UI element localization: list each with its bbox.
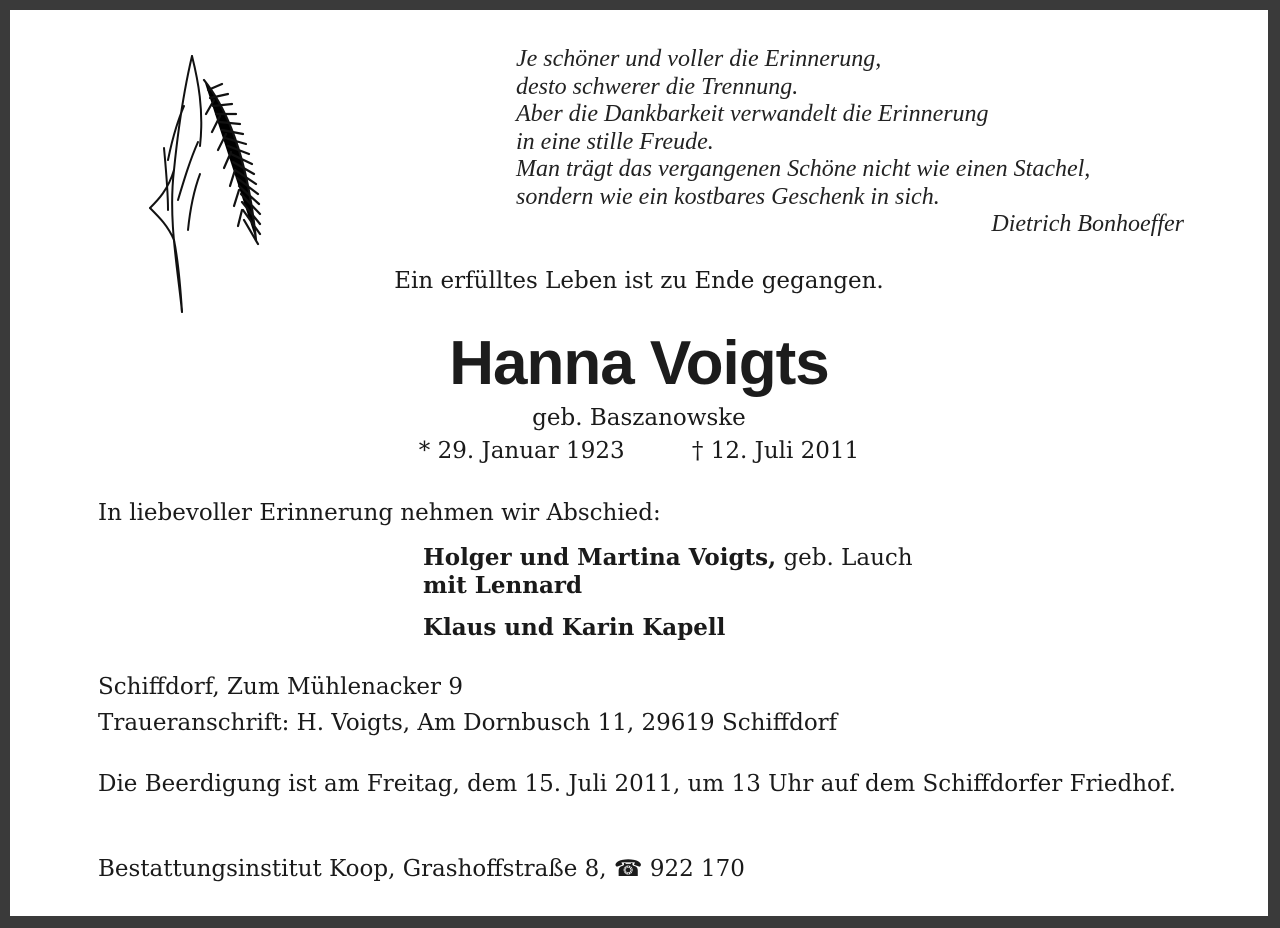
farewell-text: In liebevoller Erinnerung nehmen wir Abschied:: [98, 500, 661, 526]
quote-line: Je schöner und voller die Erinnerung,: [516, 46, 882, 72]
mourner-nee: geb. Lauch: [776, 545, 913, 571]
quote-line: in eine stille Freude.: [516, 128, 714, 155]
life-dates: [10, 438, 1268, 464]
mourner-names: Holger und Martina Voigts,: [423, 544, 777, 571]
maiden-name: geb. Baszanowske: [532, 405, 746, 431]
mourner-child: mit Lennard: [423, 572, 583, 599]
obituary-notice: [10, 10, 1268, 916]
quote-line: Aber die Dankbarkeit verwandelt die Erinnerung: [516, 101, 989, 127]
birth-date: * 29. Januar 1923: [418, 438, 625, 464]
quote-author: Dietrich Bonhoeffer: [991, 211, 1184, 237]
mourner-family-2: Klaus und Karin Kapell: [423, 614, 726, 641]
quote-line: sondern wie ein kostbares Geschenk in sich.: [516, 183, 940, 210]
bonhoeffer-quote: [516, 46, 1216, 239]
funeral-info: Die Beerdigung ist am Freitag, dem 15. Juli 2011, um 13 Uhr auf dem Schiffdorfer Friedhof.: [98, 771, 1176, 797]
quote-line: Man trägt das vergangenen Schöne nicht wie einen Stachel,: [516, 156, 1091, 182]
home-address: Schiffdorf, Zum Mühlenacker 9: [98, 674, 463, 700]
condolence-address: Traueranschrift: H. Voigts, Am Dornbusch 11, 29619 Schiffdorf: [98, 710, 838, 736]
quote-line: desto schwerer die Trennung.: [516, 73, 799, 100]
deceased-name: Hanna Voigts: [449, 329, 829, 398]
undertaker-info: Bestattungsinstitut Koop, Grashoffstraße 8, ☎ 922 170: [98, 856, 745, 882]
mourner-family-1: [423, 544, 913, 600]
death-date: † 12. Juli 2011: [691, 438, 860, 464]
intro-text: Ein erfülltes Leben ist zu Ende gegangen.: [394, 268, 884, 294]
